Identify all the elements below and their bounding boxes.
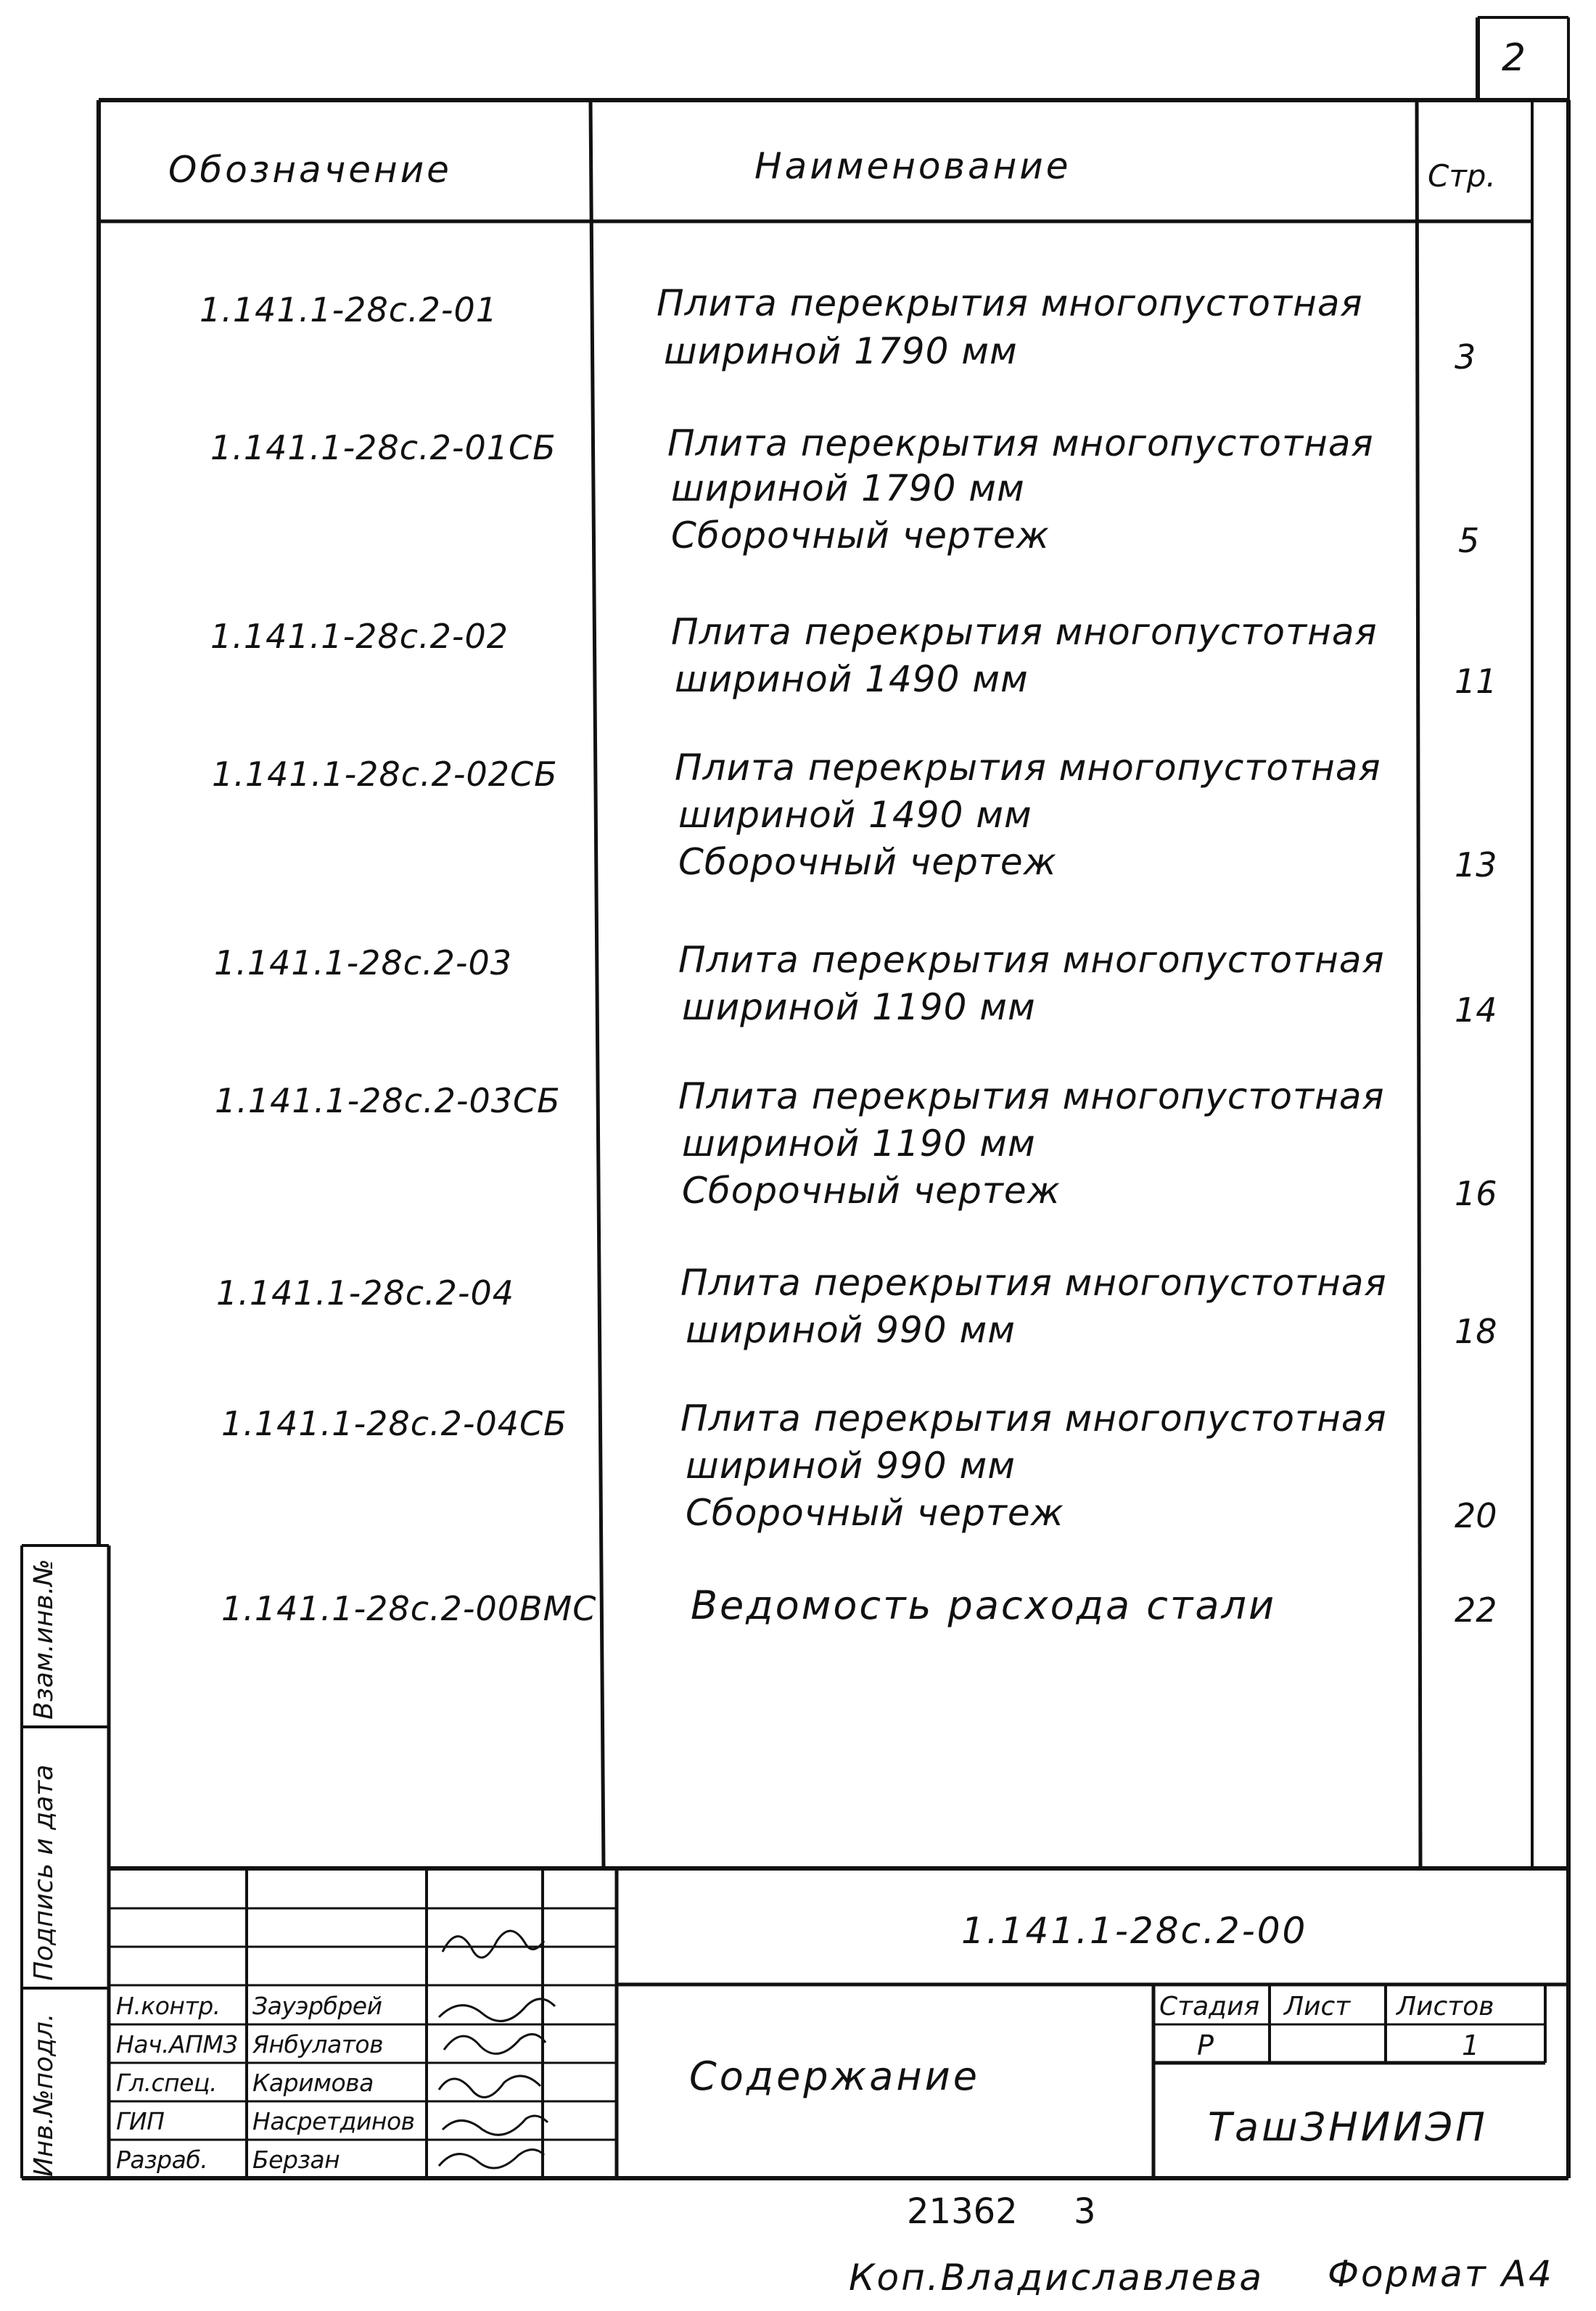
entry-name-line: Плита перекрытия многопустотная (680, 1262, 1387, 1304)
entry-code: 1.141.1-28с.2-04СБ (221, 1404, 567, 1443)
side-label-inv-original: Инв.№подл. (29, 2013, 59, 2177)
copy-number: 3 (1074, 2191, 1096, 2232)
entry-name-line: Плита перекрытия многопустотная (667, 422, 1374, 464)
entry-page: 5 (1458, 521, 1480, 560)
entry-code: 1.141.1-28с.2-01СБ (210, 428, 556, 467)
inventory-number: 21362 (907, 2191, 1018, 2232)
sheets-value: 1 (1462, 2029, 1480, 2061)
entry-code: 1.141.1-28с.2-01 (200, 290, 498, 329)
entry-name-line: Плита перекрытия многопустотная (657, 282, 1363, 324)
signature-name: Берзан (252, 2146, 340, 2174)
entry-page: 16 (1455, 1174, 1497, 1213)
entry-name-line: шириной 990 мм (686, 1445, 1016, 1487)
entry-page: 18 (1455, 1312, 1497, 1351)
entry-name-line: Сборочный чертеж (671, 514, 1050, 557)
side-label-signature-date: Подпись и дата (29, 1764, 59, 1981)
entry-page: 14 (1455, 990, 1497, 1030)
entry-code: 1.141.1-28с.2-02СБ (212, 755, 558, 794)
entry-name-line: шириной 1190 мм (682, 1122, 1036, 1165)
header-designation: Обозначение (168, 149, 452, 191)
entry-name-line: шириной 1490 мм (678, 794, 1032, 836)
entry-name-line: шириной 1490 мм (675, 658, 1029, 700)
header-page: Стр. (1428, 158, 1496, 194)
entry-code: 1.141.1-28с.2-02 (210, 617, 509, 656)
entry-code: 1.141.1-28с.2-00ВМС (221, 1589, 597, 1628)
entry-name-line: Сборочный чертеж (686, 1492, 1064, 1534)
entry-name-line: шириной 1790 мм (671, 467, 1025, 509)
paper-format: Формат А4 (1328, 2253, 1554, 2295)
document-code: 1.141.1-28с.2-00 (961, 1910, 1308, 1952)
side-label-replaced-inv: Взам.инв.№ (29, 1559, 59, 1720)
entry-name-line: шириной 1190 мм (682, 986, 1036, 1028)
signature-name: Зауэрбрей (252, 1992, 382, 2020)
signature-role: Разраб. (116, 2146, 208, 2174)
sheets-label: Листов (1396, 1992, 1494, 2021)
signature-scribbles (439, 1931, 555, 2168)
entry-name-line: Плита перекрытия многопустотная (680, 1397, 1387, 1440)
entry-name-line: Плита перекрытия многопустотная (675, 747, 1381, 789)
signature-role: Гл.спец. (116, 2069, 217, 2097)
signature-role: Нач.АПМ3 (116, 2030, 238, 2058)
entry-page: 3 (1455, 337, 1476, 377)
sheet-number: 2 (1502, 36, 1526, 80)
entry-code: 1.141.1-28с.2-03СБ (215, 1081, 561, 1120)
signature-role: ГИП (116, 2107, 165, 2135)
entry-name-line: Плита перекрытия многопустотная (678, 1075, 1385, 1117)
copied-by: Коп.Владиславлева (849, 2257, 1264, 2299)
entry-code: 1.141.1-28с.2-03 (214, 943, 513, 982)
signature-name: Каримова (252, 2069, 374, 2097)
header-name: Наименование (754, 145, 1071, 187)
stage-label: Стадия (1159, 1992, 1260, 2021)
entry-name-line: Плита перекрытия многопустотная (678, 939, 1385, 981)
entry-name-line: шириной 1790 мм (664, 330, 1018, 372)
sheet-label: Лист (1284, 1992, 1351, 2021)
entry-page: 13 (1455, 845, 1497, 884)
entry-code: 1.141.1-28с.2-04 (216, 1273, 515, 1313)
signature-name: Насретдинов (252, 2107, 415, 2135)
document-title: Содержание (689, 2053, 980, 2099)
entry-name-line: Плита перекрытия многопустотная (671, 611, 1378, 653)
entry-page: 20 (1455, 1496, 1497, 1535)
stage-value: Р (1197, 2029, 1214, 2061)
entry-name-line: Сборочный чертеж (678, 841, 1057, 883)
signature-name: Янбулатов (252, 2030, 384, 2058)
entry-name-line: шириной 990 мм (686, 1309, 1016, 1351)
organization: ТашЗНИИЭП (1208, 2104, 1488, 2150)
signature-role: Н.контр. (116, 1992, 221, 2020)
entry-name-line: Сборочный чертеж (682, 1170, 1061, 1212)
entry-page: 22 (1455, 1590, 1497, 1630)
entry-name-line: Ведомость расхода стали (691, 1583, 1277, 1628)
entry-page: 11 (1455, 662, 1497, 701)
